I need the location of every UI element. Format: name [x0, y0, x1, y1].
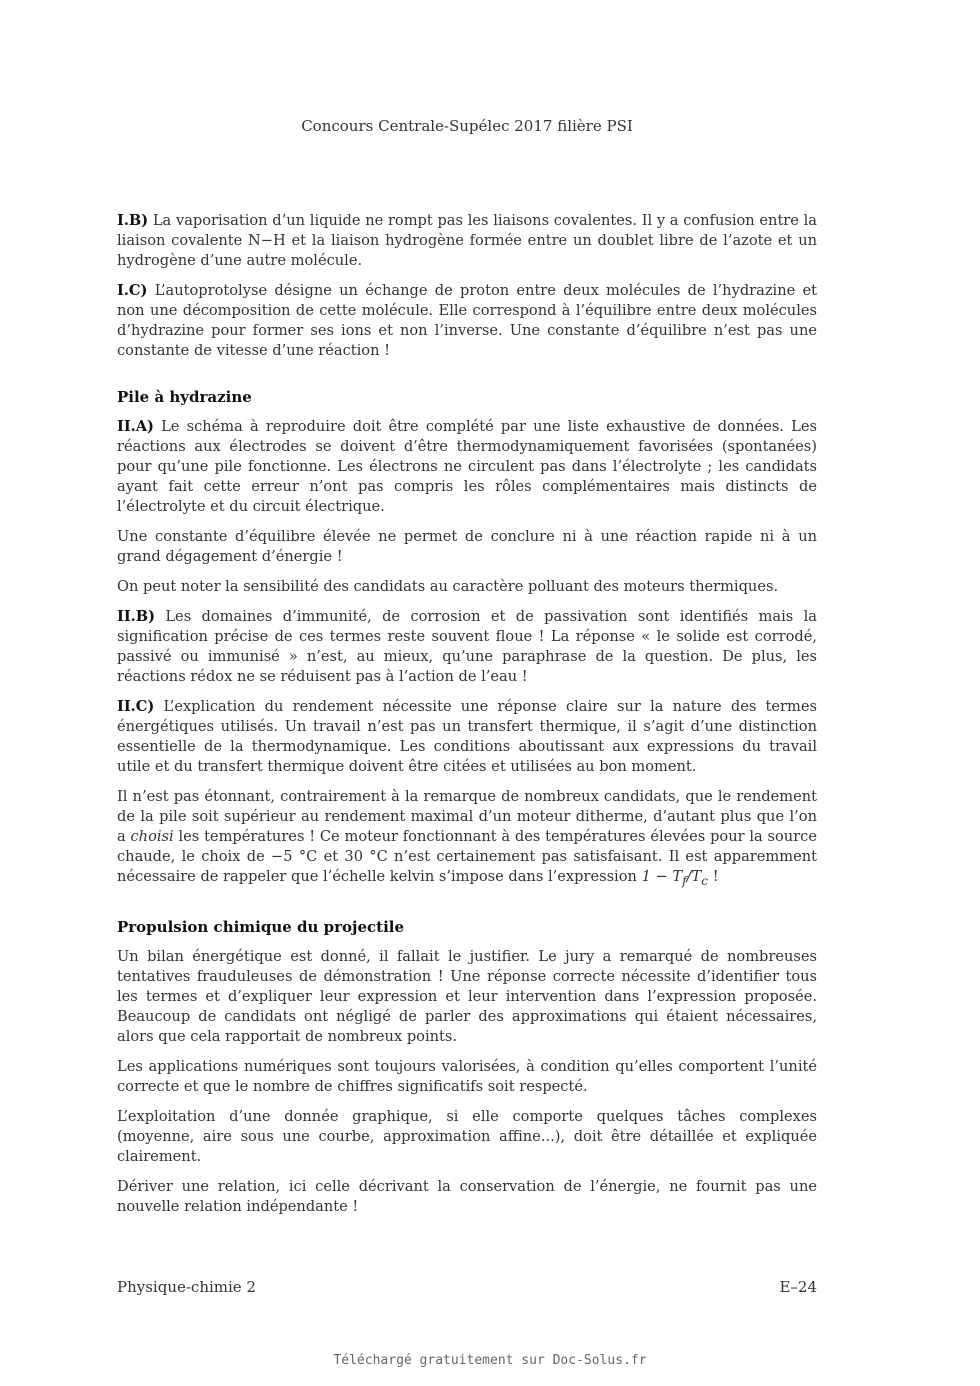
paragraph-IIC	[117, 697, 817, 777]
emphasis: choisi	[130, 828, 174, 845]
question-label: I.C)	[117, 282, 148, 299]
footer-page-number: E–24	[779, 1278, 817, 1296]
formula-part: 1 − T	[641, 868, 683, 885]
paragraph-text: L’explication du rendement nécessite une réponse claire sur la nature des termes énergétiques utilisés. Un travail n’est pas un transfert thermique, il s’agit d’une distinction essentielle de la thermodynamique. Les conditions aboutissant aux expressions du travail utile et du transfert thermique doivent être citées et utilisées au bon moment.	[117, 698, 817, 775]
question-label: II.B)	[117, 608, 155, 625]
paragraph-IIB	[117, 607, 817, 687]
watermark-text: Téléchargé gratuitement sur Doc-Solus.fr	[333, 1353, 647, 1368]
question-label: II.C)	[117, 698, 155, 715]
footer-subject: Physique-chimie 2	[117, 1278, 256, 1296]
paragraph-text: !	[708, 868, 719, 885]
paragraph-text: L’exploitation d’une donnée graphique, si elle comporte quelques tâches complexes (moyenne, aire sous une courbe, approximation affine...), doit être détaillée et expliquée clairement.	[117, 1107, 817, 1165]
paragraph-rendement	[117, 787, 817, 891]
paragraph-text: Les applications numériques sont toujours valorisées, à condition qu’elles comportent l’unité correcte et que le nombre de chiffres significatifs soit respecté.	[117, 1057, 817, 1095]
paragraph-IC	[117, 281, 817, 361]
question-label: II.A)	[117, 418, 154, 435]
paragraph-text: Dériver une relation, ici celle décrivant la conservation de l’énergie, ne fournit pas une nouvelle relation indépendante !	[117, 1177, 817, 1215]
paragraph-text: les températures ! Ce moteur fonctionnant à des températures élevées pour la source chaude, le choix de −5 °C et 30 °C n’est certainement pas satisfaisant. Il est apparemment nécessaire de rappeler que l’échelle kelvin s’impose dans l’expression	[117, 828, 817, 885]
formula-part: /T	[686, 868, 702, 885]
paragraph-text: Le schéma à reproduire doit être complété par une liste exhaustive de données. Les réactions aux électrodes se doivent d’être thermodynamiquement favorisées (spontanées) pour qu’une pile fonctionne. Les électrons ne circulent pas dans l’électrolyte ; les candidats ayant fait cette erreur n’ont pas compris les rôles complémentaires mais distincts de l’électrolyte et du circuit électrique.	[117, 418, 817, 515]
paragraph-text: Une constante d’équilibre élevée ne permet de conclure ni à une réaction rapide ni à un grand dégagement d’énergie !	[117, 528, 817, 565]
section-title-pile: Pile à hydrazine	[117, 388, 252, 406]
paragraph-text: Les domaines d’immunité, de corrosion et de passivation sont identifiés mais la signification précise de ces termes reste souvent floue ! La réponse « le solide est corrodé, passivé ou immunisé » n’est, au mieux, qu’une paraphrase de la question. De plus, les réactions rédox ne se réduisent pas à l’action de l’eau !	[117, 608, 817, 685]
section-title-propulsion: Propulsion chimique du projectile	[117, 917, 405, 936]
paragraph-IIA	[117, 417, 817, 517]
paragraph-text: Il n’est pas étonnant, contrairement à la remarque de nombreux candidats, que le rendement de la pile soit supérieur au rendement maximal d’un moteur ditherme, d’autant plus que l’on a	[117, 788, 817, 845]
question-label: I.B)	[117, 212, 149, 229]
paragraph-text: L’autoprotolyse désigne un échange de proton entre deux molécules de l’hydrazine et non une décomposition de cette molécule. Elle correspond à l’équilibre entre deux molécules d’hydrazine pour former ses ions et non l’inverse. Une constante d’équilibre n’est pas une constante de vitesse d’une réaction !	[117, 282, 817, 359]
paragraph-text: On peut noter la sensibilité des candidats au caractère polluant des moteurs thermiques.	[117, 578, 779, 595]
formula-subscript: c	[701, 873, 709, 888]
formula	[641, 868, 709, 888]
paragraph-text: Un bilan énergétique est donné, il fallait le justifier. Le jury a remarqué de nombreuses tentatives frauduleuses de démonstration ! Une réponse correcte nécessite d’identifier tous les termes et d’expliquer leur expression et leur intervention dans l’expression proposée. Beaucoup de candidats ont négligé de parler des approximations qui étaient nécessaires, alors que cela rapportait de nombreux points.	[117, 947, 817, 1045]
paragraph-text: La vaporisation d’un liquide ne rompt pas les liaisons covalentes. Il y a confusion entre la liaison covalente N−H et la liaison hydrogène formée entre un doublet libre de l’azote et un hydrogène d’une autre molécule.	[117, 212, 817, 269]
paragraph-IB	[117, 211, 817, 271]
formula-subscript: f	[682, 873, 687, 888]
page-content	[117, 211, 817, 1227]
page-header: Concours Centrale-Supélec 2017 filière PSI	[301, 117, 633, 135]
